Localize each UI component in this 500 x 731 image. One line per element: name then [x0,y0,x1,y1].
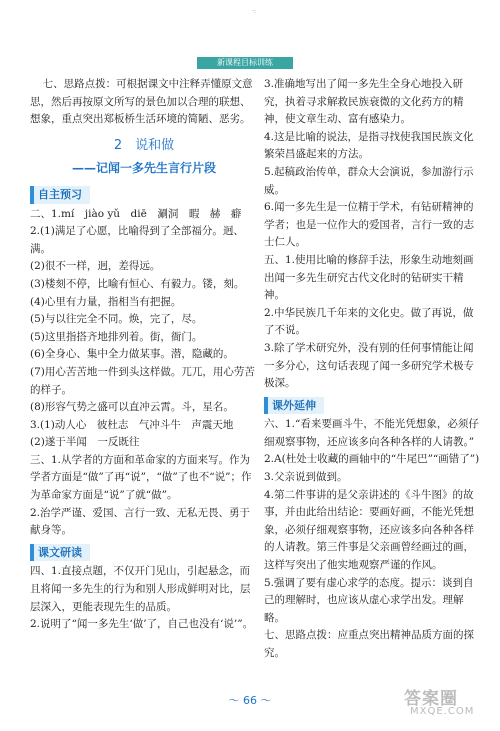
answer-line: 3.父亲说到做到。 [264,471,348,484]
lesson-subtitle: ——记闻一多先生言行片段 [71,161,216,176]
left-column [30,76,258,634]
answer-line: 七、思路点拨：应重点突出精神品质方面的探究。 [264,629,474,659]
answer-line: 四、1.直接点题，不仅开门见山，引起悬念，而且将闻一多先生的行为和别人形成鲜明对比，层层深入，更能表现先生的品质。 [30,565,251,613]
answer-line: (7)用心苦苦地一件到头这样做。兀兀，用心劳苦的样子。 [30,365,255,396]
watermark-text: 答案圈 [404,689,458,709]
answer-line: (5)与以往完全不同。焕，完了，尽。 [30,313,203,326]
right-column [264,76,480,663]
page-number: ～ 66 ～ [228,694,272,707]
answer-line: 6.闻一多先生是一位精于学术，有钻研精神的学者；也是一位作大的爱国者，言行一致的志士仁人。 [264,201,474,249]
answer-line: 二、1.mí jiào yǔ diē 涮洞 暇 赫 癖 [30,207,242,220]
answer-line: 5.强调了要有虚心求学的态度。提示：谈到自己的理解时，也应该从虚心求学出发。理解略。 [264,576,474,624]
answer-line: 2.(1)满足了心愿，比喻得到了全部福分。迥、满。 [30,225,244,255]
answer-line: (5)这里指搭齐地排列着。街，衙门。 [30,330,203,343]
section-banner: 新课程目标训练 [197,57,293,69]
answer-line: 2.说明了“闻一多先生‘做’了，自己也没有‘说’”。 [30,618,254,631]
section-heading-extension: 课外延伸 [264,397,324,415]
answer-line: (3)楼刻不停，比喻有恒心、有毅力。镂，刻。 [30,277,245,290]
answer-line: (8)形容气势之盛可以直冲云霄。斗，星名。 [30,401,234,414]
answer-line: 2.A(杜处士收藏的画轴中的“牛尾巴”“画错了”) [264,453,480,466]
left-para-1: 七、思路点拨：可根据课文中注释弄懂原文意思，然后再按原文所写的景色加以合理的联想、想象，重点突出郑板桥生活环境的简陋、恶劣。 [30,78,253,126]
lesson-title: 2 说和做 [113,137,175,153]
answer-line: (4)心里有力量，指相当有把握。 [30,295,182,308]
watermark-url: MXQE.COM [410,706,475,717]
answer-line: 4.这是比喻的说法，是指寻找使我国民族文化繁荣昌盛起来的方法。 [264,130,474,161]
answer-line: 3.(1)动人心 彼杜志 气冲斗牛 声震天地 [30,418,234,431]
answer-line: (6)全身心、集中全力做某事。潜，隐藏的。 [30,348,234,361]
answer-line: 3.准确地写出了闻一多先生全身心地投入研究，执着寻求解救民族衰微的文化药方的精神，使文章生动、富有感染力。 [264,78,464,126]
watermark-logo [404,684,492,724]
answer-line: 5.起稿政治传单，群众大会演说，参加游行示威。 [264,165,474,196]
section-heading-study: 课文研读 [30,544,90,562]
answer-line: 六、1.“看来要画斗牛，不能光凭想象，必须仔细观察事物，还应该多向各种各样的人请教。” [264,418,479,448]
top-mark: ·: [252,8,256,15]
answer-line: (2)遂于半闻 一反既往 [30,436,140,449]
answer-line: 2.治学严谨、爱国、言行一致、无私无畏、勇于献身等。 [30,506,251,537]
section-heading-preview: 自主预习 [30,186,90,204]
answer-line: (2)很不一样，迥，差得远。 [30,260,161,273]
answer-line: 4.第二件事讲的是父亲讲述的《斗牛图》的故事，并由此给出结论：要画好画，不能光凭想象，必须仔细观察事物，还应该多向各种各样的人请教。第三件事是父亲画曾经画过的画，这样写突出了他实地观察严谨的作风。 [264,488,474,572]
answer-line: 五、1.使用比喻的修辞手法，形象生动地刻画出闻一多先生研究古代文化时的钻研实干精神。 [264,253,474,302]
answer-line: 2.中华民族几千年来的文化史。做了再说，做了不说。 [264,306,474,337]
answer-line: 3.除了学术研究外，没有别的任何事情能让闻一多分心，这句话表现了闻一多研究学术极专极深。 [264,341,474,390]
answer-line: 三、1.从学者的方面和革命家的方面来写。作为学者方面是“做”了再“说”，“做”了也不“说”；作为革命家方面是“说”了就“做”。 [30,453,252,502]
